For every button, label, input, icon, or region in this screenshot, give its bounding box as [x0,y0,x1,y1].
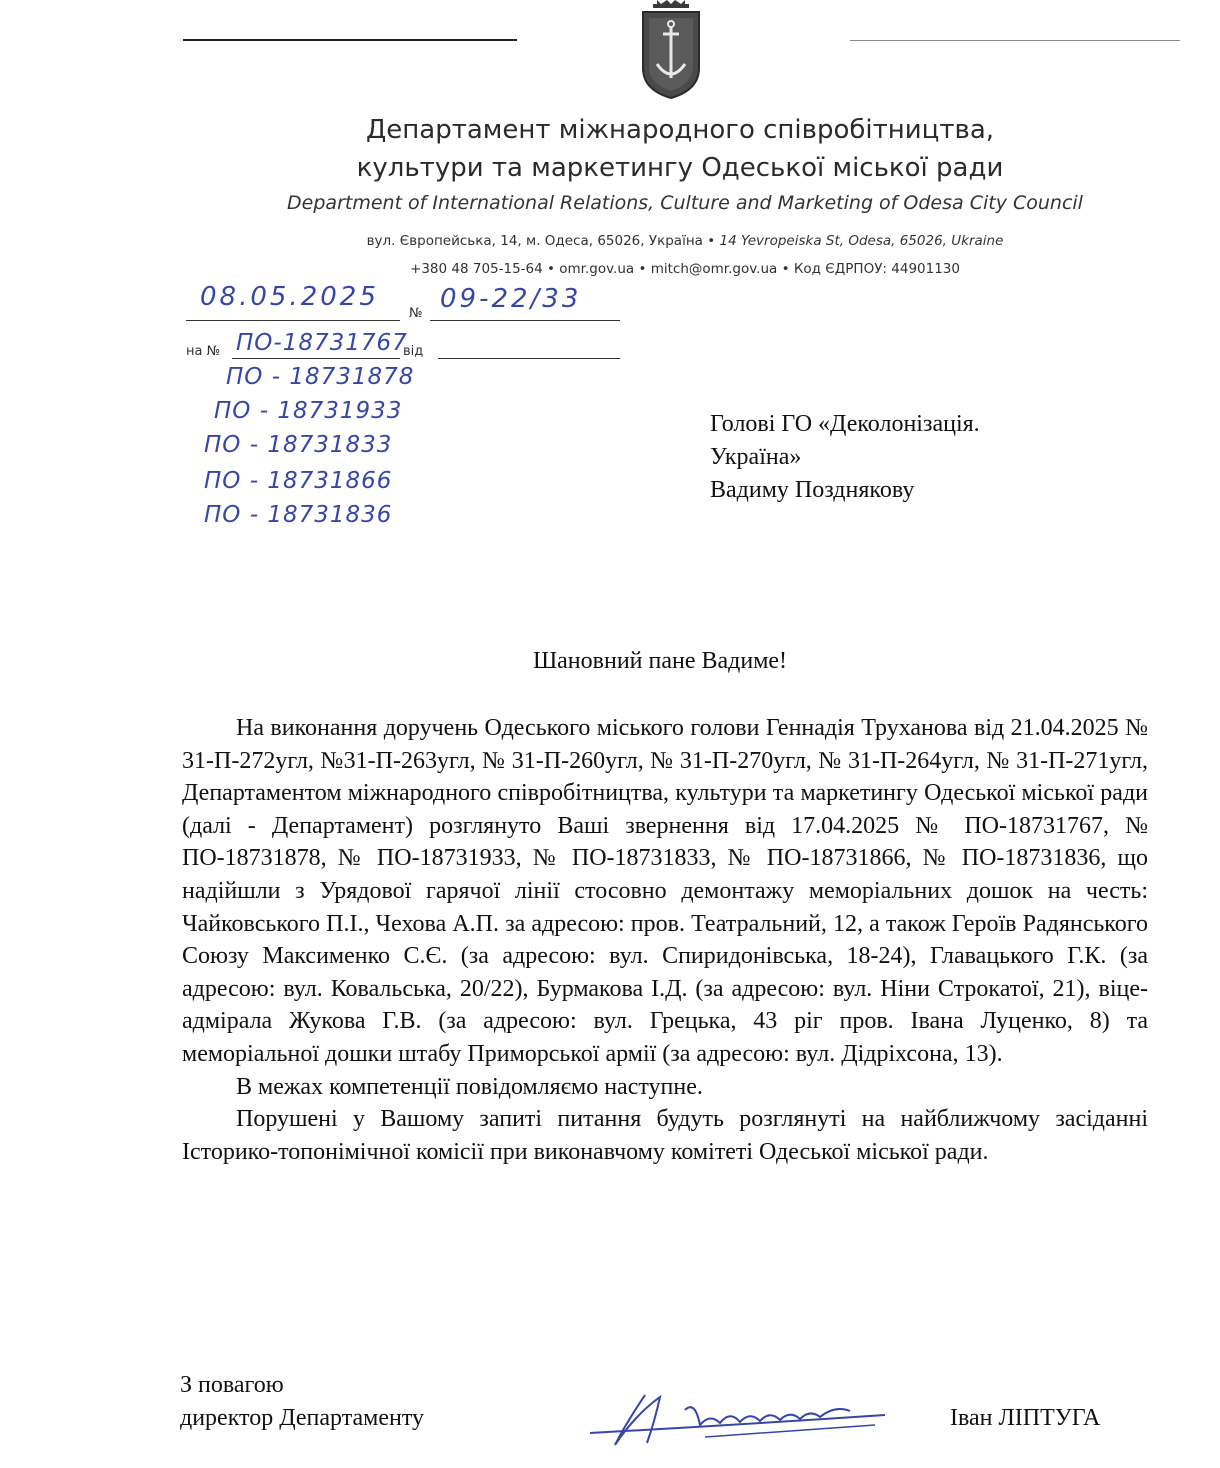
addressee-line1: Голові ГО «Деколонізація. [710,411,980,437]
outgoing-number-label: № [409,306,423,321]
signer-position: директор Департаменту [180,1405,425,1431]
from-date-underline [438,358,620,359]
date-underline [186,320,400,321]
addressee-line3: Вадиму Позднякову [710,477,915,503]
addressee-line2: Україна» [710,444,802,470]
department-name-english: Department of International Relations, Culture and Marketing of Odesa City Council [287,192,1083,214]
salutation: Шановний пане Вадиме! [532,648,788,674]
department-address [300,233,1070,249]
number-underline [430,320,620,321]
body-paragraph-2: В межах компетенції повідомляємо наступне. [236,1073,703,1100]
reference-number-2: ПО - 18731878 [226,364,415,390]
header-rule-left [183,39,517,41]
in-reply-label: на № [186,344,221,359]
department-name-line2: культури та маркетингу Одеської міської ради [356,153,1004,183]
letter-body [182,712,1148,1168]
signer-name: Іван ЛІПТУГА [950,1405,1101,1431]
handwritten-signature [585,1375,895,1460]
body-paragraph-1: На виконання доручень Одеського міського голови Геннадія Труханова від 21.04.2025 № 31-П-272угл, №31-П-263угл, № 31-П-260угл, № 31-П-270угл, № 31-П-264угл, № 31-П-271угл, Департаментом міжнародного співробітництва, культури та маркетингу Одеської міської ради (далі - Департамент) розглянуто Ваші звернення від 17.04.2025 № ПО-18731767, № ПО-18731878, № ПО-18731933, № ПО-18731833, № ПО-18731866, № ПО-18731836, що надійшли з Урядової гарячої лінії стосовно демонтажу меморіальних дошок на честь: Чайковського П.І., Чехова А.П. за адресою: пров. Театральний, 12, а також Героїв Радянського Союзу Максименко С.Є. (за адресою: вул. Спиридонівська, 18-24), Главацького Г.К. (за адресою: вул. Ковальська, 20/22), Бурмакова І.Д. (за адресою: вул. Ніни Строкатої, 21), віце-адмірала Жукова Г.В. (за адресою: вул. Грецька, 43 ріг пров. Івана Луценко, 8) та меморіальної дошки штабу Приморської армії (за адресою: вул. Дідріхсона, 13). [182,715,1148,1067]
odesa-coat-of-arms-icon [639,0,703,100]
reference-underline [232,358,400,359]
outgoing-date-handwritten: 08.05.2025 [200,282,379,312]
from-label: від [403,344,424,359]
reference-number-6: ПО - 18731836 [204,502,393,528]
body-paragraph-3: Порушені у Вашому запиті питання будуть розглянуті на найближчому засіданні Історико-топонімічної комісії при виконавчому комітеті Одеської міської ради. [182,1106,1148,1165]
address-separator: • [707,233,720,249]
closing-regards: З повагою [180,1372,284,1398]
reference-number-3: ПО - 18731933 [214,398,403,424]
reference-number-4: ПО - 18731833 [204,432,393,458]
department-contacts: +380 48 705-15-64 • omr.gov.ua • mitch@omr.gov.ua • Код ЄДРПОУ: 44901130 [410,261,960,277]
redacted-address [690,510,1170,610]
reference-number-5: ПО - 18731866 [204,468,393,494]
header-rule-right [850,40,1180,41]
department-name-line1: Департамент міжнародного співробітництва, [365,115,995,145]
address-english: 14 Yevropeiska St, Odesa, 65026, Ukraine [719,233,1004,249]
addressee-block [710,408,1130,507]
address-ukrainian: вул. Європейська, 14, м. Одеса, 65026, Україна [366,233,703,249]
reference-number-1: ПО-18731767 [236,330,408,356]
outgoing-number-handwritten: 09-22/33 [440,284,582,314]
